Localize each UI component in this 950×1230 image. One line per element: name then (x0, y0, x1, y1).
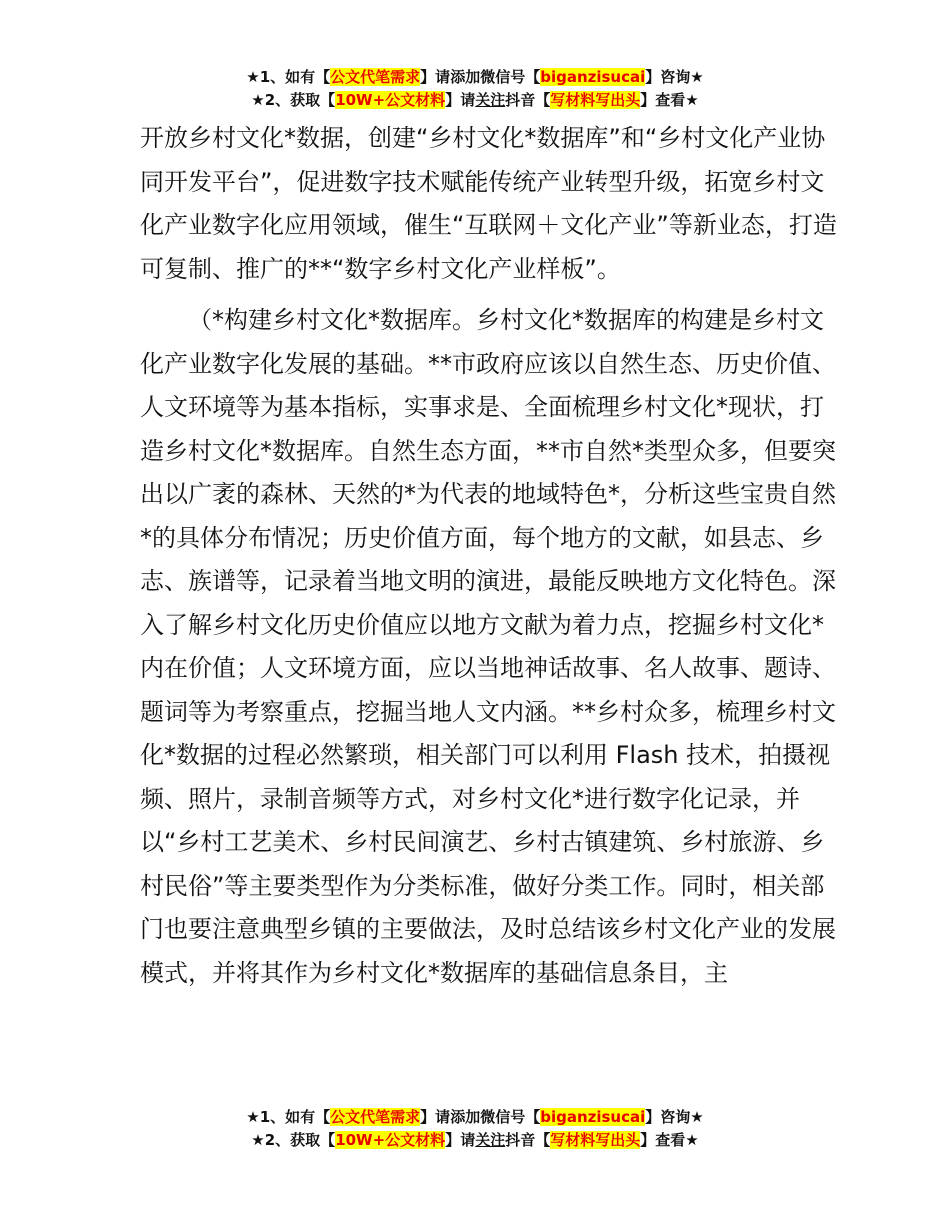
banner-line-1: ★1、如有【公文代笔需求】请添加微信号【biganzisucai】咨询★ (246, 1108, 704, 1126)
highlight-materials: 10W+公文材料 (335, 91, 446, 109)
highlight-wechat-id: biganzisucai (540, 68, 646, 86)
banner-line-2: ★2、获取【10W+公文材料】请关注抖音【写材料写出头】查看★ (251, 1131, 699, 1149)
highlight-douyin-account: 写材料写出头 (550, 91, 641, 109)
highlight-ghostwriting-service: 公文代笔需求 (330, 68, 421, 86)
highlight-ghostwriting-service: 公文代笔需求 (330, 1108, 421, 1126)
body-paragraph-2: （*构建乡村文化*数据库。乡村文化*数据库的构建是乡村文化产业数字化发展的基础。**市政府应该以自然生态、历史价值、人文环境等为基本指标，实事求是、全面梳理乡村文化*现状，打造乡村文化*数据库。自然生态方面，**市自然*类型众多，但要突出以广袤的森林、天然的*为代表的地域特色*，分析这些宝贵自然*的具体分布情况；历史价值方面，每个地方的文献，如县志、乡志、族谱等，记录着当地文明的演进，最能反映地方文化特色。深入了解乡村文化历史价值应以地方文献为着力点，挖掘乡村文化*内在价值；人文环境方面，应以当地神话故事、名人故事、题诗、题词等为考察重点，挖掘当地人文内涵。**乡村众多，梳理乡村文化*数据的过程必然繁琐，相关部门可以利用 Flash 技术，拍摄视频、照片，录制音频等方式，对乡村文化*进行数字化记录，并以“乡村工艺美术、乡村民间演艺、乡村古镇建筑、乡村旅游、乡村民俗”等主要类型作为分类标准，做好分类工作。同时，相关部门也要注意典型乡镇的主要做法，及时总结该乡村文化产业的发展模式，并将其作为乡村文化*数据库的基础信息条目，主 (140, 306, 836, 987)
highlight-douyin-account: 写材料写出头 (550, 1131, 641, 1149)
highlight-materials: 10W+公文材料 (335, 1131, 446, 1149)
body-paragraph-1: 开放乡村文化*数据，创建“乡村文化*数据库”和“乡村文化产业协同开发平台”，促进数字技术赋能传统产业转型升级，拓宽乡村文化产业数字化应用领域，催生“互联网＋文化产业”等新业态，打造可复制、推广的**“数字乡村文化产业样板”。 (140, 124, 837, 283)
banner-line-2: ★2、获取【10W+公文材料】请关注抖音【写材料写出头】查看★ (251, 91, 699, 109)
header-banner (0, 66, 950, 112)
highlight-wechat-id: biganzisucai (540, 1108, 646, 1126)
banner-line-1: ★1、如有【公文代笔需求】请添加微信号【biganzisucai】咨询★ (246, 68, 704, 86)
document-body (140, 117, 840, 995)
footer-banner (0, 1106, 950, 1152)
